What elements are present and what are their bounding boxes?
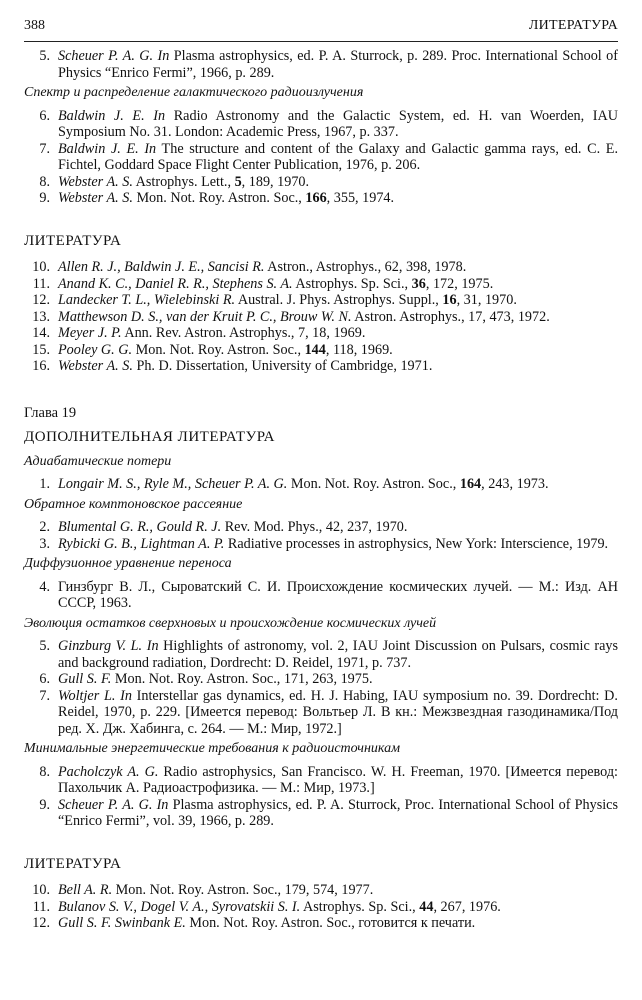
page [24, 18, 618, 932]
reference-text [58, 174, 618, 191]
reference-source: Radio Astronomy and the Galactic System, ed. H. van Woerden, IAU Symposium No. 31. London: Academic Press, 1967, p. 337. [58, 107, 618, 140]
reference-text [58, 292, 618, 309]
reference-number: 5. [39, 638, 50, 654]
reference-author: Blumental G. R., Gould R. J. [58, 519, 222, 535]
reference-author: Matthewson D. S., van der Kruit P. C., Brouw W. N. [58, 308, 352, 325]
reference-number: 1. [39, 476, 50, 492]
reference-author: Ginzburg V. L. In [58, 638, 159, 654]
reference-source: Plasma astrophysics, ed. P. A. Sturrock, p. 289. Proc. International School of Physics “Enrico Fermi”, 1966, p. 289. [58, 48, 618, 81]
section-heading: ДОПОЛНИТЕЛЬНАЯ ЛИТЕРАТУРА [24, 429, 275, 445]
page-number: 388 [24, 18, 45, 33]
reference-source: Astron. Astrophys., 17, 473, 1972. [351, 308, 550, 325]
reference-volume: 164 [459, 476, 482, 492]
reference-source: Astrophys. Sp. Sci., [292, 275, 412, 292]
reference-text [58, 108, 618, 141]
reference-volume: 36 [411, 275, 426, 292]
reference-item [24, 358, 618, 375]
reference-number: 12. [32, 292, 50, 308]
reference-text [58, 342, 618, 359]
reference-item [24, 292, 618, 309]
reference-number: 5. [39, 48, 50, 64]
running-title: ЛИТЕРАТУРА [528, 18, 618, 33]
reference-text [58, 882, 618, 899]
reference-source: Mon. Not. Roy. Astron. Soc., [287, 476, 460, 492]
reference-source: Гинзбург В. Л., Сыроватский С. И. Происхождение космических лучей. — М.: Изд. АН СССР, 1963. [58, 578, 618, 611]
reference-source: Mon. Not. Roy. Astron. Soc., [132, 190, 306, 206]
reference-item [24, 764, 618, 797]
reference-number: 16. [32, 358, 50, 374]
section-heading: ЛИТЕРАТУРА [24, 232, 122, 249]
reference-item [24, 108, 618, 141]
subsection-heading: Эволюция остатков сверхновых и происхождение космических лучей [24, 615, 437, 631]
reference-text [58, 276, 618, 293]
reference-item [24, 174, 618, 191]
reference-number: 3. [39, 535, 50, 552]
reference-item [24, 325, 618, 342]
reference-number: 14. [32, 325, 50, 341]
reference-author: Bulanov S. V., Dogel V. A., Syrovatskii S. I. [58, 898, 301, 915]
reference-pages: , 243, 1973. [481, 476, 549, 492]
reference-pages: , 118, 1969. [325, 341, 393, 358]
reference-number: 10. [32, 259, 50, 275]
reference-text [58, 899, 618, 916]
reference-text [58, 141, 618, 174]
reference-author: Pacholczyk A. G. [58, 763, 159, 780]
reference-pages: , 189, 1970. [241, 173, 310, 190]
running-header [24, 18, 618, 42]
reference-source: Astrophys. Lett., [132, 173, 235, 190]
reference-source: The structure and content of the Galaxy and Galactic gamma rays, ed. C. E. Fichtel, Goddard Space Flight Center Publication, 1976, p. 206. [58, 140, 619, 173]
chapter-heading: Глава 19 [24, 404, 77, 421]
reference-source: Rev. Mod. Phys., 42, 237, 1970. [221, 519, 408, 535]
reference-source: Mon. Not. Roy. Astron. Soc., 171, 263, 1975. [111, 671, 373, 687]
subsection-heading: Обратное комптоновское рассеяние [24, 496, 243, 512]
reference-text [58, 325, 618, 342]
reference-text [58, 519, 618, 536]
reference-source: Ann. Rev. Astron. Astrophys., 7, 18, 1969. [121, 325, 366, 341]
reference-source: Mon. Not. Roy. Astron. Soc., 179, 574, 1977. [112, 882, 374, 898]
reference-item [24, 671, 618, 688]
reference-text [58, 688, 618, 738]
reference-author: Gull S. F. [58, 671, 112, 687]
reference-text [58, 259, 618, 276]
subsection-heading: Минимальные энергетические требования к радиоисточникам [24, 741, 401, 756]
reference-source: Austral. J. Phys. Astrophys. Suppl., [235, 292, 443, 308]
reference-source: Highlights of astronomy, vol. 2, IAU Joint Discussion on Pulsars, cosmic rays and background radiation, Dordrecht: D. Reidel, 1971, p. 737. [58, 638, 618, 671]
reference-text [58, 536, 618, 553]
reference-number: 9. [39, 190, 50, 206]
reference-number: 9. [39, 796, 50, 813]
reference-author: Rybicki G. B., Lightman A. P. [58, 535, 225, 552]
reference-item [24, 638, 618, 671]
reference-source: Mon. Not. Roy. Astron. Soc., [132, 341, 305, 358]
reference-source: Mon. Not. Roy. Astron. Soc., готовится к печати. [185, 915, 476, 931]
reference-number: 8. [39, 763, 50, 780]
reference-author: Baldwin J. E. In [58, 107, 166, 124]
reference-author: Webster A. S. [58, 190, 133, 206]
reference-number: 7. [39, 140, 50, 157]
reference-item [24, 476, 618, 493]
reference-source: Ph. D. Dissertation, University of Cambridge, 1971. [132, 358, 433, 374]
reference-number: 10. [32, 882, 50, 898]
reference-item [24, 259, 618, 276]
reference-item [24, 276, 618, 293]
reference-author: Scheuer P. A. G. In [58, 796, 169, 813]
reference-author: Webster A. S. [58, 173, 133, 190]
reference-item [24, 141, 618, 174]
reference-number: 6. [39, 107, 50, 124]
reference-number: 12. [32, 915, 50, 931]
reference-item [24, 190, 618, 207]
reference-number: 11. [32, 898, 50, 915]
reference-author: Woltjer L. In [58, 687, 132, 704]
reference-text [58, 190, 618, 207]
reference-item [24, 309, 618, 326]
reference-volume: 166 [305, 190, 327, 206]
subsection-heading: Адиабатические потери [24, 453, 172, 469]
reference-number: 2. [39, 519, 50, 535]
reference-number: 7. [39, 687, 50, 704]
reference-text [58, 476, 618, 493]
reference-author: Longair M. S., Ryle M., Scheuer P. A. G. [58, 476, 288, 492]
reference-author: Scheuer P. A. G. In [58, 48, 170, 64]
reference-source: Astron., Astrophys., 62, 398, 1978. [264, 259, 467, 275]
reference-text [58, 579, 618, 612]
reference-text [58, 48, 618, 81]
reference-item [24, 688, 618, 738]
reference-text [58, 764, 618, 797]
reference-number: 4. [39, 578, 50, 595]
subsection-heading: Спектр и распределение галактического радиоизлучения [24, 85, 364, 100]
reference-source: Radio astrophysics, San Francisco. W. H. Freeman, 1970. [Имеется перевод: Пахольчик А. Радиоастрофизика. — М.: Мир, 1973.] [58, 763, 618, 796]
reference-number: 6. [39, 671, 50, 687]
reference-author: Bell A. R. [58, 882, 113, 898]
reference-item [24, 342, 618, 359]
reference-number: 11. [32, 275, 50, 292]
reference-item [24, 899, 618, 916]
reference-author: Allen R. J., Baldwin J. E., Sancisi R. [58, 259, 265, 275]
reference-text [58, 309, 618, 326]
subsection-heading: Диффузионное уравнение переноса [24, 556, 232, 571]
reference-item [24, 882, 618, 899]
reference-pages: , 172, 1975. [425, 275, 494, 292]
references-content [24, 48, 618, 932]
reference-text [58, 797, 618, 830]
reference-source: Plasma astrophysics, ed. P. A. Sturrock, Proc. International School of Physics “Enrico Fermi”, vol. 39, 1966, p. 289. [58, 796, 618, 829]
reference-volume: 5 [234, 173, 242, 190]
reference-source: Radiative processes in astrophysics, New York: Interscience, 1979. [224, 535, 609, 552]
reference-source: Interstellar gas dynamics, ed. H. J. Habing, IAU symposium no. 39. Dordrecht: D. Reidel, 1970, p. 229. [Имеется перевод: Вольтьер Л. В кн.: Межзвездная газодинамика/Под ред. Х. Дж. Хабинга, с. 264. — М.: Мир, 1972.] [58, 687, 618, 737]
reference-item [24, 519, 618, 536]
reference-author: Landecker T. L., Wielebinski R. [58, 292, 236, 308]
reference-text [58, 358, 618, 375]
reference-text [58, 638, 618, 671]
section-heading: ЛИТЕРАТУРА [24, 855, 122, 872]
reference-author: Webster A. S. [58, 358, 133, 374]
reference-pages: , 267, 1976. [433, 898, 501, 915]
reference-item [24, 797, 618, 830]
reference-item [24, 915, 618, 932]
reference-pages: , 31, 1970. [456, 292, 517, 308]
reference-volume: 16 [442, 292, 457, 308]
reference-number: 8. [39, 173, 50, 190]
reference-item [24, 536, 618, 553]
reference-number: 15. [32, 341, 50, 358]
reference-author: Anand K. C., Daniel R. R., Stephens S. A. [58, 275, 293, 292]
reference-author: Baldwin J. E. In [58, 140, 157, 157]
reference-item [24, 48, 618, 81]
reference-author: Meyer J. P. [58, 325, 122, 341]
reference-source: Astrophys. Sp. Sci., [300, 898, 420, 915]
reference-text [58, 915, 618, 932]
reference-volume: 44 [419, 898, 434, 915]
reference-author: Pooley G. G. [58, 341, 133, 358]
reference-number: 13. [32, 308, 50, 325]
reference-item [24, 579, 618, 612]
reference-pages: , 355, 1974. [326, 190, 395, 206]
reference-volume: 144 [304, 341, 326, 358]
reference-text [58, 671, 618, 688]
reference-author: Gull S. F. Swinbank E. [58, 915, 186, 931]
